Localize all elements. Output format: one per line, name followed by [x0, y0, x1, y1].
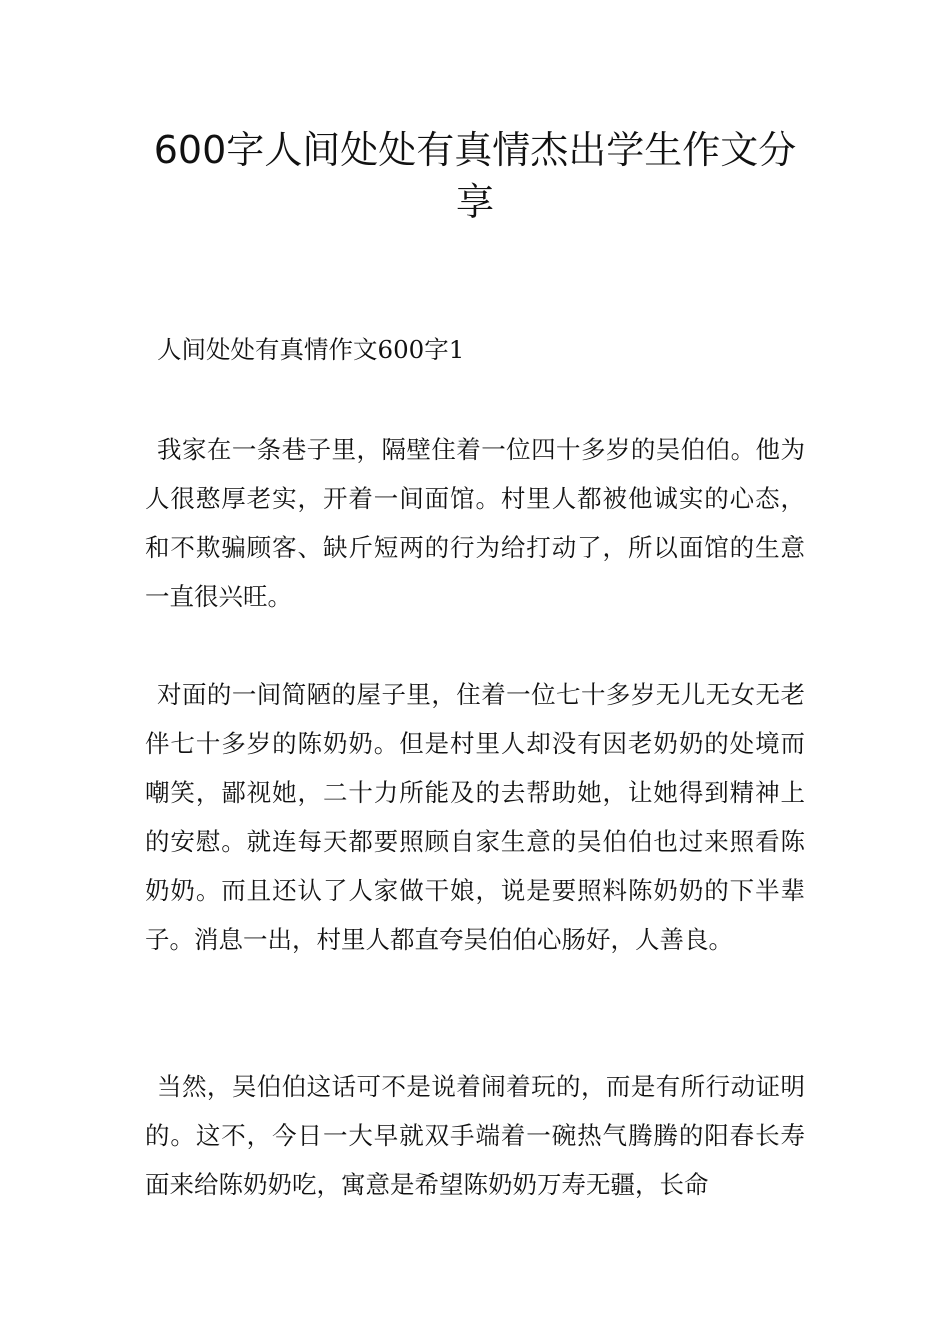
document-title: 600字人间处处有真情杰出学生作文分享 [153, 128, 797, 224]
paragraph-1: 我家在一条巷子里，隔壁住着一位四十多岁的吴伯伯。他为人很憨厚老实，开着一间面馆。村里人都被他诚实的心态，和不欺骗顾客、缺斤短两的行为给打动了，所以面馆的生意一直很兴旺。 [145, 435, 805, 611]
paragraph-2: 对面的一间简陋的屋子里，住着一位七十多岁无儿无女无老伴七十多岁的陈奶奶。但是村里人却没有因老奶奶的处境而嘲笑，鄙视她，二十力所能及的去帮助她，让她得到精神上的安慰。就连每天都要照顾自家生意的吴伯伯也过来照看陈奶奶。而且还认了人家做干娘，说是要照料陈奶奶的下半辈子。消息一出，村里人都直夸吴伯伯心肠好，人善良。 [145, 680, 805, 954]
section-heading: 人间处处有真情作文600字1 [157, 335, 465, 364]
paragraph-3: 当然，吴伯伯这话可不是说着闹着玩的，而是有所行动证明的。这不，今日一大早就双手端着一碗热气腾腾的阳春长寿面来给陈奶奶吃，寓意是希望陈奶奶万寿无疆，长命 [145, 1072, 805, 1199]
